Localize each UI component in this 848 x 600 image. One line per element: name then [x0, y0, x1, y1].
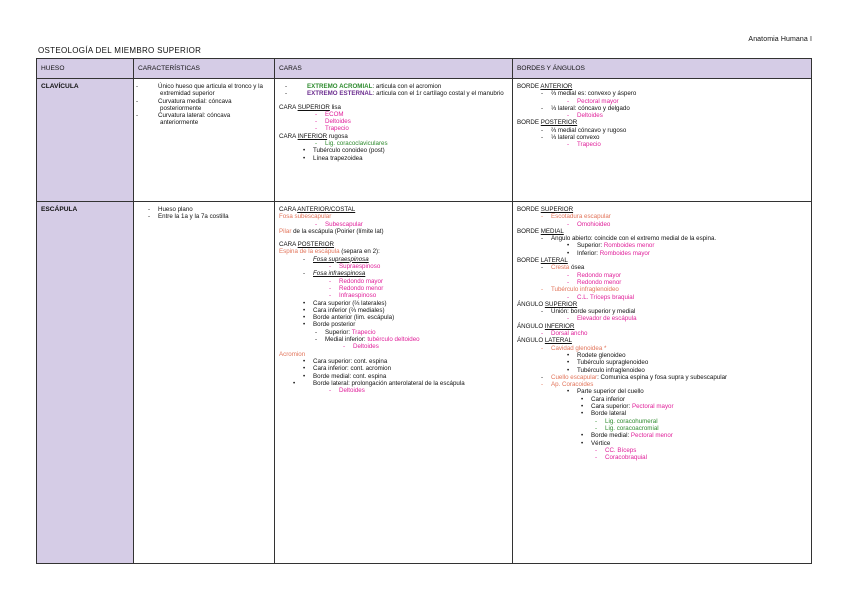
section-heading: CARA POSTERIOR: [279, 241, 335, 249]
bone-name-clavicula: CLAVÍCULA: [37, 79, 134, 202]
list-item: - ⅔ medial cóncavo y rugoso: [541, 126, 627, 134]
list-item: - Escotadura escapular: [541, 213, 611, 221]
list-item: - Lig. coracohumeral: [595, 417, 658, 425]
list-item: - Cuello escapular: Comunica espina y fosa supra y subescapular: [541, 373, 728, 381]
list-item: • Vértice: [581, 439, 611, 447]
list-item: - Único hueso que articula el tronco y la extremidad superior: [136, 83, 263, 98]
list-item: • Borde anterior (lim. escápula): [303, 314, 395, 322]
list-item: • Cara superior: cont. espina: [303, 357, 388, 365]
list-item: - EXTREMO ESTERNAL: articula con el 1r cartílago costal y el manubrio: [285, 90, 504, 98]
list-item: • Cara inferior (⅔ mediales): [303, 306, 385, 314]
list-item: • Rodete glenoideo: [567, 351, 626, 359]
list-item: - Trapecio: [567, 141, 601, 149]
list-item: - Cresta ósea: [541, 264, 585, 272]
section-heading: BORDE MEDIAL: [517, 227, 564, 235]
section-heading: ÁNGULO INFERIOR: [517, 322, 575, 330]
col-header-caras: CARAS: [275, 59, 513, 79]
list-item: • Inferior: Romboides mayor: [567, 249, 650, 257]
list-item: - Unión: borde superior y medial: [541, 308, 636, 316]
list-item: - Dorsal ancho: [541, 330, 588, 338]
list-item: • Borde medial: Pectoral menor: [581, 432, 673, 440]
list-item: • Línea trapezoidea: [303, 154, 363, 162]
list-item: • Cara inferior: cont. acromion: [303, 365, 392, 373]
col-header-bordes: BORDES Y ÁNGULOS: [513, 59, 812, 79]
list-item: • Borde lateral: prolongación anterolateral de la escápula: [293, 379, 465, 387]
col-header-caracteristicas: CARACTERÍSTICAS: [134, 59, 275, 79]
escapula-caracteristicas: [134, 202, 275, 564]
list-item: • Cara superior: Pectoral mayor: [581, 403, 674, 411]
list-item: • Borde medial: cont. espina: [303, 372, 387, 380]
list-item: Pilar de la escápula (Poirier (límite lat): [279, 227, 384, 235]
section-heading: BORDE LATERAL: [517, 257, 568, 265]
list-item: - Tubérculo infraglenoideo: [541, 286, 619, 294]
list-item: - Infraespinoso: [329, 292, 377, 300]
list-item: • Cara superior (⅔ laterales): [303, 299, 387, 307]
list-item: - Coracobraquial: [595, 454, 647, 462]
list-item: - Supraespinoso: [329, 263, 381, 271]
list-item: • Borde lateral: [581, 410, 627, 418]
list-item: - ECOM: [315, 110, 344, 118]
list-item: • Tubérculo infraglenoideo: [567, 366, 645, 374]
list-item: - CC. Bíceps: [595, 446, 637, 454]
list-item: - Entre la 1a y la 7a costilla: [148, 213, 229, 221]
list-item: - Curvatura medial: cóncava posteriormente: [136, 97, 232, 112]
course-name: Anatomia Humana I: [748, 36, 812, 43]
list-item: • Tubérculo conoideo (post): [303, 147, 385, 155]
escapula-caras: [275, 202, 513, 564]
section-heading: CARA ANTERIOR/COSTAL: [279, 206, 356, 213]
section-heading: CARA SUPERIOR lisa: [279, 103, 341, 111]
clavicula-caracteristicas: [134, 79, 275, 202]
list-item: - Redondo mayor: [567, 271, 622, 279]
section-heading: BORDE POSTERIOR: [517, 119, 578, 127]
list-item: - Omohioideo: [567, 220, 611, 228]
list-item: • Borde posterior: [303, 321, 356, 329]
list-item: - Ap. Coracoides: [541, 381, 594, 389]
list-item: • Tubérculo supraglenoideo: [567, 359, 649, 367]
list-item: • Parte superior del cuello: [567, 388, 644, 396]
list-item: - Deltoides: [343, 343, 379, 351]
list-item: - Fosa supraespinosa: [303, 255, 369, 263]
list-item: Fosa subescapular: [279, 213, 332, 221]
list-item: - Lig. coracoacromial: [595, 424, 659, 432]
section-heading: ÁNGULO LATERAL: [517, 337, 572, 345]
table-header-row: [37, 59, 812, 79]
section-heading: BORDE ANTERIOR: [517, 83, 573, 90]
list-item: - Superior: Trapecio: [315, 328, 376, 336]
list-item: - Subescapular: [315, 220, 363, 228]
list-item: Acromion: [279, 350, 306, 358]
bone-name-escapula: ESCÁPULA: [37, 202, 134, 564]
list-item: - Medial inferior: tubérculo deltoideo: [315, 336, 420, 344]
section-heading: BORDE SUPERIOR: [517, 206, 574, 213]
table-row-clavicula: [37, 79, 812, 202]
list-item: - Redondo mayor: [329, 277, 384, 285]
list-item: - Redondo menor: [567, 278, 622, 286]
list-item: - Deltoides: [567, 112, 603, 120]
list-item: - ⅓ lateral convexo: [541, 134, 600, 142]
list-item: - C.L. Tríceps braquial: [567, 293, 635, 301]
list-item: - Ángulo abierto: coincide con el extremo medial de la espina.: [541, 235, 717, 243]
list-item: - Curvatura lateral: cóncava anteriormente: [136, 112, 231, 127]
list-item: - Hueso plano: [148, 206, 193, 213]
list-item: - ⅔ medial es: convexo y áspero: [541, 90, 637, 98]
list-item: - EXTREMO ACROMIAL: articula con el acromion: [285, 83, 442, 90]
col-header-hueso: HUESO: [37, 59, 134, 79]
section-heading: ÁNGULO SUPERIOR: [517, 300, 578, 308]
list-item: - Redondo menor: [329, 284, 384, 292]
clavicula-caras: [275, 79, 513, 202]
escapula-bordes: [513, 202, 812, 564]
section-heading: CARA INFERIOR rugosa: [279, 132, 348, 140]
list-item: - Trapecio: [315, 125, 349, 133]
list-item: - Pectoral mayor: [567, 97, 619, 105]
list-item: - ⅓ lateral: cóncavo y delgado: [541, 104, 630, 112]
list-item: • Cara inferior: [581, 395, 626, 403]
list-item: - Deltoides: [329, 387, 365, 395]
list-item: Espina de la escápula (separa en 2):: [279, 248, 380, 256]
document-title: OSTEOLOGÍA DEL MIEMBRO SUPERIOR: [38, 46, 202, 55]
list-item: • Superior: Romboides menor: [567, 242, 655, 250]
clavicula-bordes: [513, 79, 812, 202]
table-row-escapula: [37, 202, 812, 564]
list-item: - Lig. coracoclaviculares: [315, 140, 388, 148]
list-item: - Fosa infraespinosa: [303, 270, 366, 278]
list-item: - Deltoides: [315, 118, 351, 126]
list-item: - Cavidad glenoidea *: [541, 344, 607, 352]
osteology-table: [36, 58, 812, 564]
list-item: - Elevador de escápula: [567, 315, 637, 323]
